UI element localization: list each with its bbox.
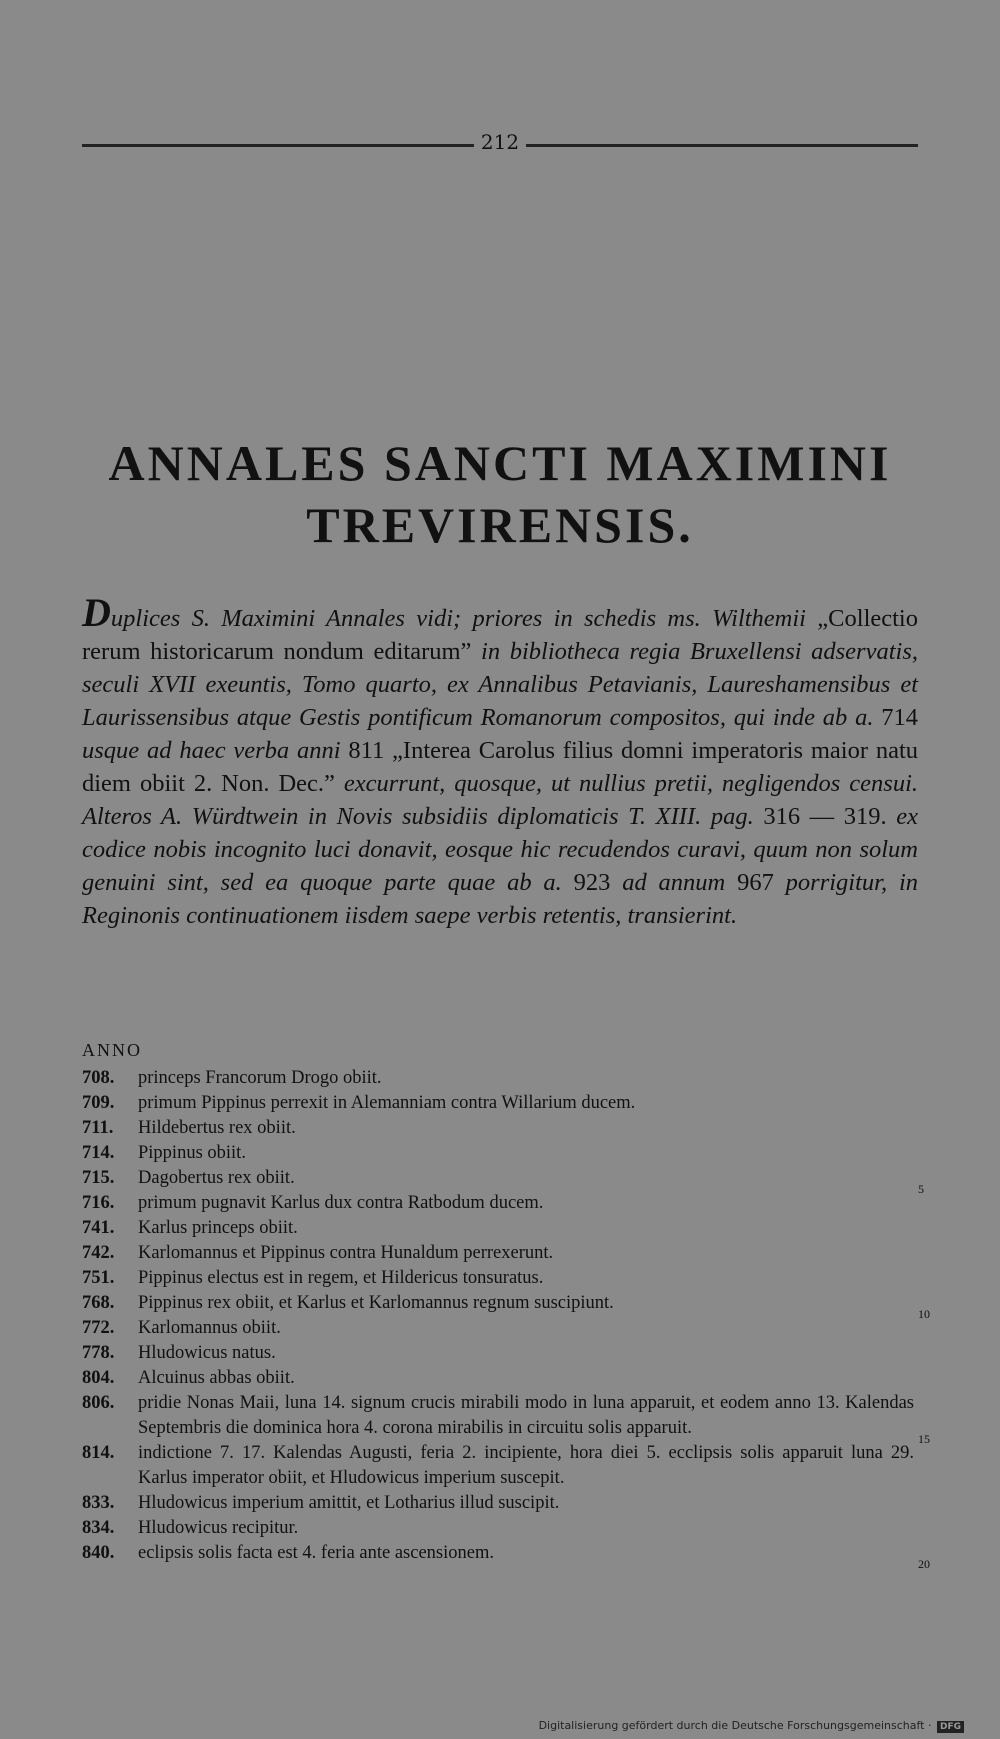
annal-entry xyxy=(82,1441,918,1491)
entry-text: primum pugnavit Karlus dux contra Ratbodum ducem. xyxy=(138,1193,544,1213)
entry-text: princeps Francorum Drogo obiit. xyxy=(138,1068,382,1088)
entry-text: Karlomannus obiit. xyxy=(138,1318,281,1338)
intro-year-3: 967 xyxy=(737,869,774,896)
intro-pages: 316 — 319. xyxy=(763,803,887,830)
annal-entry xyxy=(82,1216,918,1241)
intro-text-6: ad annum xyxy=(610,869,738,896)
annal-entry xyxy=(82,1166,918,1191)
entry-year: 806. xyxy=(82,1393,115,1413)
title-line-2: TREVIRENSIS. xyxy=(306,497,694,553)
entry-year: 742. xyxy=(82,1243,115,1263)
intro-paragraph xyxy=(82,590,919,932)
entry-text: Pippinus obiit. xyxy=(138,1143,246,1163)
line-number: 5 xyxy=(918,1182,924,1196)
line-number: 15 xyxy=(918,1432,930,1446)
entry-year: 772. xyxy=(82,1318,115,1338)
entry-year: 709. xyxy=(82,1093,115,1113)
entry-text: Karlus princeps obiit. xyxy=(138,1218,298,1238)
entry-year: 714. xyxy=(82,1143,115,1163)
annal-entry xyxy=(82,1341,918,1366)
line-number: 20 xyxy=(918,1557,930,1571)
intro-text-1: uplices S. Maximini Annales vidi; priores in schedis ms. Wilthemii xyxy=(110,605,818,632)
entry-year: 711. xyxy=(82,1118,114,1138)
page-number: 212 xyxy=(480,130,520,154)
page-title xyxy=(60,432,940,556)
entry-text: Pippinus rex obiit, et Karlus et Karlomannus regnum suscipiunt. xyxy=(138,1293,614,1313)
footer-credit xyxy=(539,1719,964,1733)
header-rule-right xyxy=(526,144,918,147)
annal-entry xyxy=(82,1091,918,1116)
entry-text: Hildebertus rex obiit. xyxy=(138,1118,296,1138)
entry-year: 751. xyxy=(82,1268,115,1288)
annal-entry xyxy=(82,1541,918,1566)
footer-text: Digitalisierung gefördert durch die Deutsche Forschungsgemeinschaft · xyxy=(538,1719,932,1732)
entry-text: eclipsis solis facta est 4. feria ante ascensionem. xyxy=(138,1543,494,1563)
drop-cap: D xyxy=(82,590,111,635)
annal-entry xyxy=(82,1241,918,1266)
title-line-1: ANNALES SANCTI MAXIMINI xyxy=(108,435,892,491)
line-number: 10 xyxy=(918,1307,930,1321)
entry-year: 778. xyxy=(82,1343,115,1363)
entry-year: 716. xyxy=(82,1193,115,1213)
annal-entry xyxy=(82,1116,918,1141)
intro-text-4: excurrunt, quosque, ut nullius pretii, negligendos censui. Alteros A. Würdtwein in Novis subsidiis diplomaticis T. XIII. pag. xyxy=(82,770,919,830)
entry-text: Hludowicus imperium amittit, et Lotharius illud suscipit. xyxy=(138,1493,560,1513)
entry-year: 741. xyxy=(82,1218,115,1238)
annal-entry xyxy=(82,1191,918,1216)
entry-text: Dagobertus rex obiit. xyxy=(138,1168,295,1188)
entry-year: 840. xyxy=(82,1543,115,1563)
entry-text: Pippinus electus est in regem, et Hildericus tonsuratus. xyxy=(138,1268,544,1288)
running-head xyxy=(82,130,918,160)
entry-text: primum Pippinus perrexit in Alemanniam contra Willarium ducem. xyxy=(138,1093,636,1113)
intro-year-2: 923 xyxy=(573,869,611,896)
anno-heading: ANNO xyxy=(82,1040,142,1060)
intro-text-2: in bibliotheca regia Bruxellensi adservatis, seculi XVII exeuntis, Tomo quarto, ex Annalibus Petavianis, Laureshamensibus et Laurissensibus atque Gestis pontificum Romanorum compositos, qui inde ab a. xyxy=(82,638,918,731)
entry-text: Alcuinus abbas obiit. xyxy=(138,1368,295,1388)
entry-year: 834. xyxy=(82,1518,115,1538)
annal-entry xyxy=(82,1141,918,1166)
annal-entry xyxy=(82,1266,918,1291)
annal-entries xyxy=(82,1066,918,1566)
intro-text-3: usque ad haec verba anni xyxy=(82,737,349,764)
entry-year: 814. xyxy=(82,1443,115,1463)
header-rule-left xyxy=(82,144,474,147)
intro-quote-2: 811 „Interea Carolus filius domni imperatoris maior natu diem obiit 2. Non. Dec.” xyxy=(82,737,918,797)
dfg-logo: DFG xyxy=(937,1721,964,1733)
entry-year: 708. xyxy=(82,1068,115,1088)
entry-text: indictione 7. 17. Kalendas Augusti, feria 2. incipiente, hora diei 5. ecclipsis solis apparuit luna 29. Karlus imperator obiit, et Hludowicus imperium suscepit. xyxy=(138,1443,914,1488)
annal-entry xyxy=(82,1316,918,1341)
annal-entry xyxy=(82,1291,918,1316)
entry-text: Karlomannus et Pippinus contra Hunaldum perrexerunt. xyxy=(138,1243,554,1263)
entry-year: 833. xyxy=(82,1493,115,1513)
annal-entry xyxy=(82,1366,918,1391)
entry-text: pridie Nonas Maii, luna 14. signum crucis mirabili modo in luna apparuit, et eodem anno 13. Kalendas Septembris die dominica hora 4. corona mirabilis in circuitu solis apparuit. xyxy=(138,1393,914,1438)
annal-entry xyxy=(82,1391,918,1441)
annal-entry xyxy=(82,1491,918,1516)
intro-year-1: 714 xyxy=(881,704,918,731)
intro-text-5: ex codice nobis incognito luci donavit, eosque hic recudendos curavi, quum non solum genuini sint, sed ea quoque parte quae ab a. xyxy=(82,803,919,896)
entry-year: 804. xyxy=(82,1368,115,1388)
entry-text: Hludowicus recipitur. xyxy=(138,1518,299,1538)
intro-quote-1: „Collectio rerum historicarum nondum editarum” xyxy=(82,605,918,665)
entry-year: 768. xyxy=(82,1293,115,1313)
entry-year: 715. xyxy=(82,1168,115,1188)
annal-entry xyxy=(82,1516,918,1541)
intro-text-7: porrigitur, in Reginonis continuationem iisdem saepe verbis retentis, transierint. xyxy=(82,869,918,929)
entry-text: Hludowicus natus. xyxy=(138,1343,276,1363)
annal-entry xyxy=(82,1066,918,1091)
